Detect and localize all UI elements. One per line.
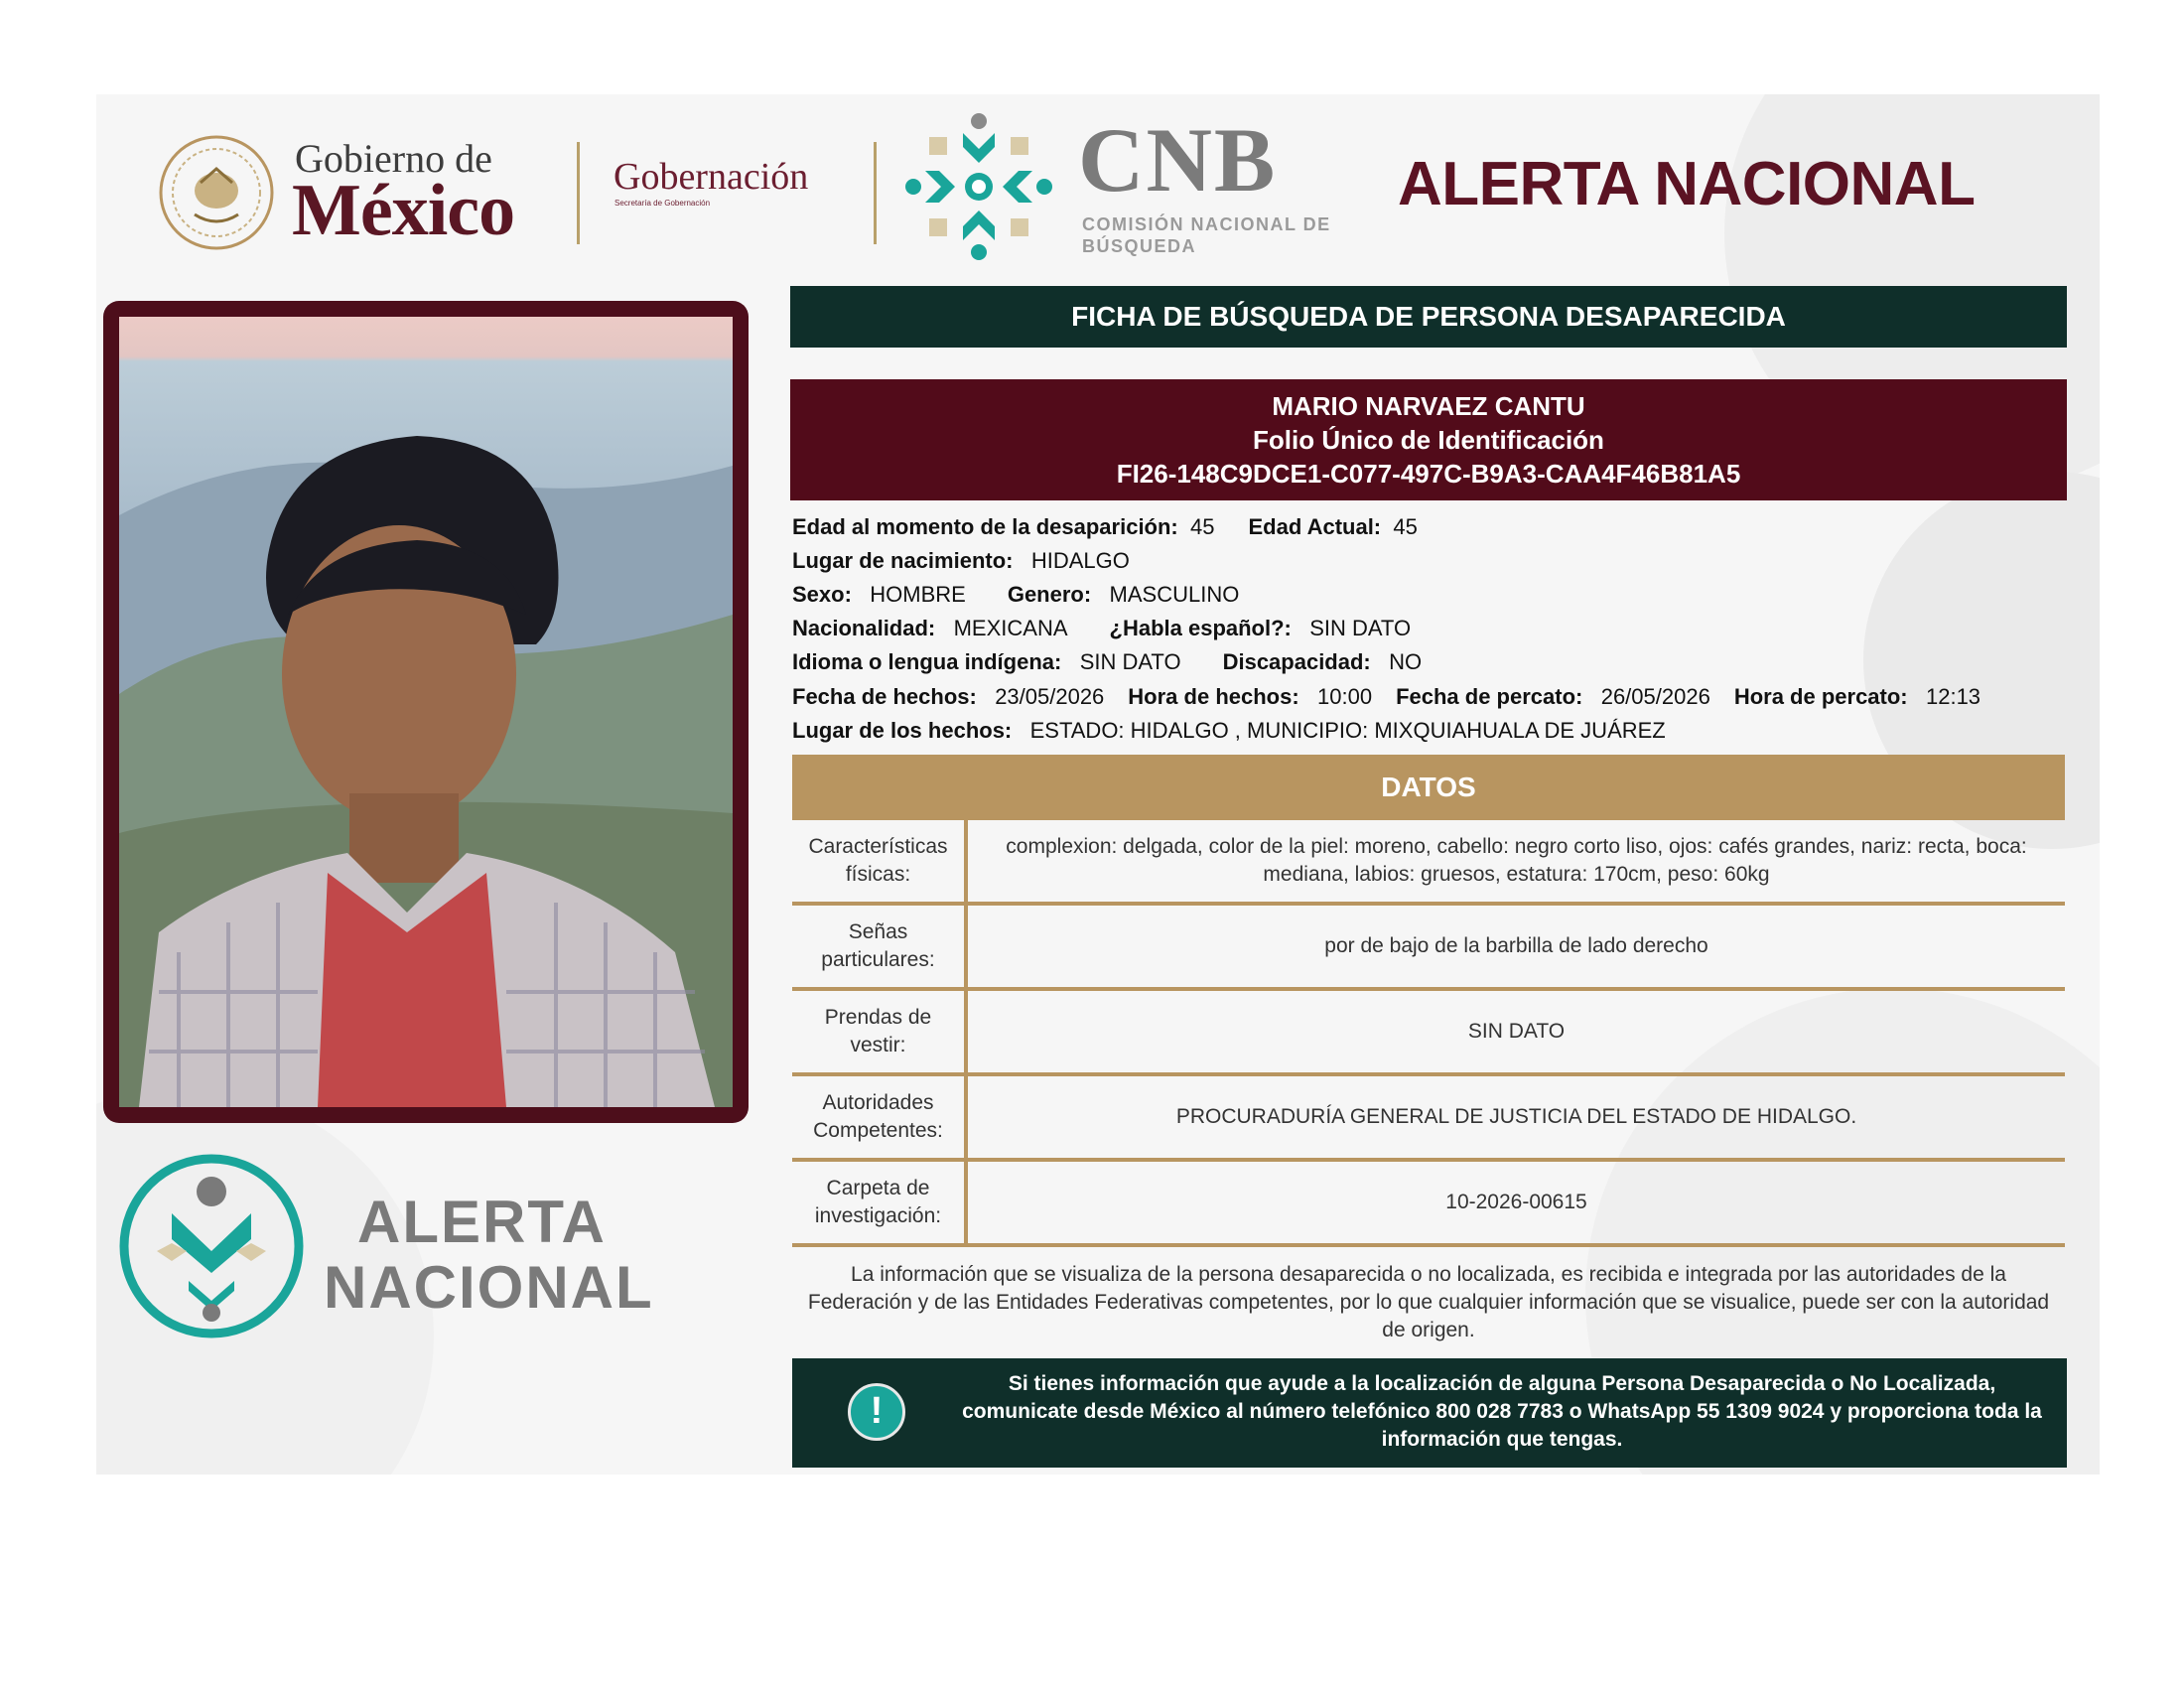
mexico-label: México <box>292 170 515 251</box>
header-divider <box>577 142 580 244</box>
contact-bar <box>792 1358 2067 1468</box>
hora-percato-value: 12:13 <box>1925 684 1981 709</box>
person-name: MARIO NARVAEZ CANTU <box>1272 391 1585 421</box>
disclaimer-text: La información que se visualiza de la persona desaparecida o no localizada, es recibida e integrada por las autoridades de la Federación y de las Entidades Federativas competentes, por lo que cualquier información que se visualice, puede ser con la autoridad de origen. <box>807 1263 2050 1341</box>
discapacidad-label: Discapacidad: <box>1222 649 1371 674</box>
mexico-shield-icon <box>157 133 276 252</box>
fecha-hechos-value: 23/05/2026 <box>995 684 1105 709</box>
gobierno-de-label: Gobierno de <box>295 136 492 181</box>
hora-percato-label: Hora de percato: <box>1733 684 1908 709</box>
datos-title-bar <box>792 755 2065 820</box>
exclamation-icon: ! <box>848 1383 905 1441</box>
autoridades-value: PROCURADURÍA GENERAL DE JUSTICIA DEL ESTADO DE HIDALGO. <box>966 1074 2065 1160</box>
person-photo-frame <box>103 301 749 1123</box>
habla-espanol-value: SIN DATO <box>1309 616 1412 640</box>
lugar-nacimiento-label: Lugar de nacimiento: <box>792 548 1014 573</box>
table-row <box>792 904 2065 989</box>
cnb-logo-icon <box>899 107 1058 266</box>
fecha-percato-value: 26/05/2026 <box>1600 684 1710 709</box>
info-row-sexo <box>792 582 1239 608</box>
contact-text: Si tienes información que ayude a la localización de alguna Persona Desaparecida o No Localizada, comunicate desde México al número telefónico 800 028 7783 o WhatsApp 55 1309 9024 y proporciona toda la información que tengas. <box>962 1372 2042 1451</box>
edad-actual-label: Edad Actual: <box>1248 514 1382 539</box>
senas-value: por de bajo de la barbilla de lado derecho <box>966 904 2065 989</box>
edad-desaparicion-value: 45 <box>1190 514 1215 539</box>
alerta-nacional-logo-text <box>324 1190 654 1321</box>
nacionalidad-value: MEXICANA <box>953 616 1068 640</box>
fecha-percato-label: Fecha de percato: <box>1396 684 1583 709</box>
datos-table <box>792 820 2065 1247</box>
alert-title: ALERTA NACIONAL <box>1398 150 1976 218</box>
edad-actual-value: 45 <box>1393 514 1418 539</box>
lugar-hechos-value: ESTADO: HIDALGO , MUNICIPIO: MIXQUIAHUALA DE JUÁREZ <box>1029 718 1666 743</box>
header-divider <box>874 142 877 244</box>
table-row <box>792 989 2065 1074</box>
alerta-label: ALERTA <box>357 1189 607 1255</box>
idioma-label: Idioma o lengua indígena: <box>792 649 1062 674</box>
hora-hechos-value: 10:00 <box>1317 684 1373 709</box>
edad-desaparicion-label: Edad al momento de la desaparición: <box>792 514 1178 539</box>
table-row <box>792 820 2065 904</box>
prendas-value: SIN DATO <box>966 989 2065 1074</box>
ficha-title-bar <box>790 286 2067 348</box>
datos-title: DATOS <box>1381 772 1476 802</box>
senas-label: Señas particulares: <box>792 904 966 989</box>
genero-label: Genero: <box>1007 582 1092 607</box>
table-row <box>792 1074 2065 1160</box>
prendas-label: Prendas de vestir: <box>792 989 966 1074</box>
alerta-nacional-logo-icon <box>117 1152 306 1340</box>
folio-label: Folio Único de Identificación <box>1253 425 1604 455</box>
nacional-label: NACIONAL <box>324 1254 654 1321</box>
habla-espanol-label: ¿Habla español?: <box>1109 616 1292 640</box>
gobernacion-sub-label: Secretaría de Gobernación <box>614 199 711 208</box>
sexo-value: HOMBRE <box>870 582 966 607</box>
fecha-hechos-label: Fecha de hechos: <box>792 684 977 709</box>
info-row-nacionalidad <box>792 616 1411 641</box>
nacionalidad-label: Nacionalidad: <box>792 616 936 640</box>
idioma-value: SIN DATO <box>1079 649 1181 674</box>
autoridades-label: Autoridades Competentes: <box>792 1074 966 1160</box>
info-row-fechas <box>792 684 1980 710</box>
info-row-lugar-nacimiento <box>792 548 1130 574</box>
cnb-title: CNB <box>1078 109 1278 211</box>
caracteristicas-value: complexion: delgada, color de la piel: moreno, cabello: negro corto liso, ojos: cafés grandes, nariz: recta, boca: mediana, labios: gruesos, estatura: 170cm, peso: 60kg <box>966 820 2065 904</box>
genero-value: MASCULINO <box>1109 582 1240 607</box>
lugar-nacimiento-value: HIDALGO <box>1030 548 1130 573</box>
hora-hechos-label: Hora de hechos: <box>1128 684 1299 709</box>
carpeta-label: Carpeta de investigación: <box>792 1160 966 1245</box>
cnb-subtitle: COMISIÓN NACIONAL DE BÚSQUEDA <box>1082 214 1331 256</box>
person-header-bar <box>790 379 2067 500</box>
table-row <box>792 1160 2065 1245</box>
info-row-edad <box>792 514 1418 540</box>
discapacidad-value: NO <box>1389 649 1423 674</box>
caracteristicas-label: Características físicas: <box>792 820 966 904</box>
gobernacion-label: Gobernación <box>614 156 809 198</box>
folio-value: FI26-148C9DCE1-C077-497C-B9A3-CAA4F46B81A5 <box>1116 459 1741 489</box>
info-row-lugar-hechos <box>792 718 1666 744</box>
ficha-title: FICHA DE BÚSQUEDA DE PERSONA DESAPARECIDA <box>1071 301 1786 332</box>
person-photo <box>119 317 733 1107</box>
lugar-hechos-label: Lugar de los hechos: <box>792 718 1013 743</box>
info-row-idioma <box>792 649 1422 675</box>
carpeta-value: 10-2026-00615 <box>966 1160 2065 1245</box>
sexo-label: Sexo: <box>792 582 852 607</box>
